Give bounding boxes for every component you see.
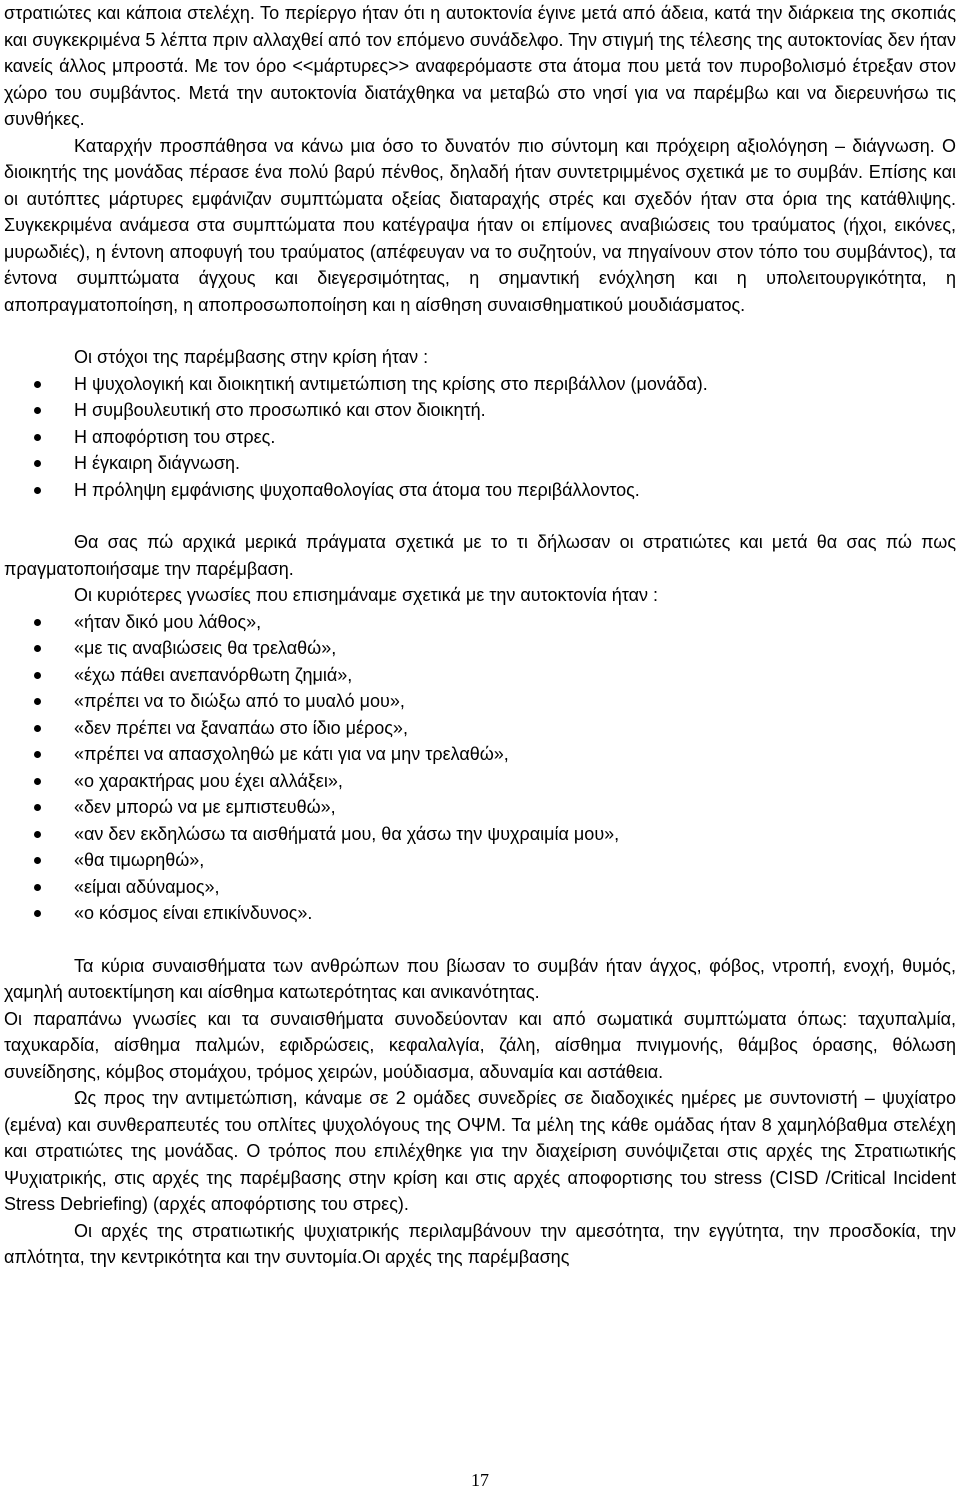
list-item: Η έγκαιρη διάγνωση.: [4, 450, 956, 477]
bullet-icon: [34, 460, 41, 467]
bullet-icon: [34, 619, 41, 626]
bullet-icon: [34, 487, 41, 494]
goals-list: [4, 371, 956, 504]
bullet-icon: [34, 434, 41, 441]
paragraph-intro: Θα σας πώ αρχικά μερικά πράγματα σχετικά με το τι δήλωσαν οι στρατιώτες και μετά θα σας πώ πως πραγματοποιήσαμε την παρέμβαση.: [4, 532, 956, 579]
paragraph-incident: στρατιώτες και κάποια στελέχη. Το περίεργο ήταν ότι η αυτοκτονία έγινε μετά από άδεια, κατά την διάρκεια της σκοπιάς και συγκεκριμένα 5 λέπτα πριν αλλαχθεί από τον επόμενο συνάδελφο. Την στιγμή της τέλεσης της αυτοκτονίας δεν ήταν κανείς άλλος μπροστά. Με τον όρο <<μάρτυρες>> αναφερόμαστε στα άτομα που μετά τον πυροβολισμό έτρεξαν στον χώρο του συμβάντος. Μετά την αυτοκτονία διατάχθηκα να μεταβώ στο νησί για να παρέμβω και να διερευνήσω τις συνθήκες.: [4, 3, 956, 129]
list-item: Η πρόληψη εμφάνισης ψυχοπαθολογίας στα άτομα του περιβάλλοντος.: [4, 477, 956, 504]
bullet-icon: [34, 725, 41, 732]
list-item: «πρέπει να απασχοληθώ με κάτι για να μην τρελαθώ»,: [4, 741, 956, 768]
list-item: «ο χαρακτήρας μου έχει αλλάξει»,: [4, 768, 956, 795]
goals-heading: Οι στόχοι της παρέμβασης στην κρίση ήταν :: [74, 347, 429, 367]
list-item: Η ψυχολογική και διοικητική αντιμετώπιση της κρίσης στο περιβάλλον (μονάδα).: [4, 371, 956, 398]
list-item: Η αποφόρτιση του στρες.: [4, 424, 956, 451]
list-item: «θα τιμωρηθώ»,: [4, 847, 956, 874]
list-item: «αν δεν εκδηλώσω τα αισθήματά μου, θα χάσω την ψυχραιμία μου»,: [4, 821, 956, 848]
paragraph-feelings: Τα κύρια συναισθήματα των ανθρώπων που βίωσαν το συμβάν ήταν άγχος, φόβος, ντροπή, ενοχή, θυμός, χαμηλή αυτοεκτίμηση και αίσθημα κατωτερότητας και ανικανότητας.: [4, 955, 956, 1002]
document-page: [4, 0, 956, 1271]
paragraph-last: Οι αρχές της στρατιωτικής ψυχιατρικής περιλαμβάνουν την αμεσότητα, την εγγύτητα, την προσδοκία, την απλότητα, την κεντρικότητα και την συντομία.Οι αρχές της παρέμβασης: [4, 1220, 956, 1267]
bullet-icon: [34, 672, 41, 679]
list-item: «έχω πάθει ανεπανόρθωτη ζημιά»,: [4, 662, 956, 689]
list-item: «ήταν δικό μου λάθος»,: [4, 609, 956, 636]
spacer: [4, 318, 956, 344]
paragraph-groups: Ως προς την αντιμετώπιση, κάναμε σε 2 ομάδες συνεδρίες σε διαδοχικές ημέρες με συντονιστή – ψυχίατρο (εμένα) και συνθεραπευτές του οπλίτες ψυχολόγους της ΟΨΜ. Τα μέλη της κάθε ομάδας ήταν 8 χαμηλόβαθμα στελέχη και στρατιώτες της μονάδας. Ο τρόπος που επιλέχθηκε για την διαχείριση συνόψιζεται στις αρχές της Στρατιωτικής Ψυχιατρικής, στις αρχές της παρέμβασης στην κρίση και στις αρχές αποφορτισης του stress (CISD /Critical Incident Stress Debriefing) (αρχές αποφόρτισης του στρες).: [4, 1088, 956, 1214]
list-item: «δεν μπορώ να με εμπιστευθώ»,: [4, 794, 956, 821]
spacer: [4, 503, 956, 529]
spacer: [4, 927, 956, 953]
bullet-icon: [34, 884, 41, 891]
bullet-icon: [34, 910, 41, 917]
bullet-icon: [34, 407, 41, 414]
bullet-icon: [34, 778, 41, 785]
bullet-icon: [34, 857, 41, 864]
list-item: Η συμβουλευτική στο προσωπικό και στον διοικητή.: [4, 397, 956, 424]
bullet-icon: [34, 381, 41, 388]
thoughts-list: [4, 609, 956, 927]
list-item: «με τις αναβιώσεις θα τρελαθώ»,: [4, 635, 956, 662]
list-item: «ο κόσμος είναι επικίνδυνος».: [4, 900, 956, 927]
list-item: «πρέπει να το διώξω από το μυαλό μου»,: [4, 688, 956, 715]
bullet-icon: [34, 751, 41, 758]
bullet-icon: [34, 645, 41, 652]
paragraph-somatic: Οι παραπάνω γνωσίες και τα συναισθήματα συνοδεύονταν και από σωματικά συμπτώματα όπως: ταχυπαλμία, ταχυκαρδία, αίσθημα παλμών, εφιδρώσεις, κεφαλαλγία, ζάλη, αίσθημα πνιγμονής, θάμβος όρασης, θόλωση συνείδησης, κόμβος στομάχου, τρόμος χειρών, μούδιασμα, αδυναμία και αστάθεια.: [4, 1008, 956, 1082]
page-number: 17: [471, 1470, 489, 1490]
list-item: «δεν πρέπει να ξαναπάω στο ίδιο μέρος»,: [4, 715, 956, 742]
bullet-icon: [34, 831, 41, 838]
bullet-icon: [34, 804, 41, 811]
paragraph-assessment: Καταρχήν προσπάθησα να κάνω μια όσο το δυνατόν πιο σύντομη και πρόχειρη αξιολόγηση – διάγνωση. Ο διοικητής της μονάδας πέρασε ένα πολύ βαρύ πένθος, δηλαδή ήταν συντετριμμένος σχετικά με το συμβάν. Επίσης και οι αυτόπτες μάρτυρες εμφάνιζαν συμπτώματα οξείας διαταραχής στρές και σχεδόν ήταν στα όρια της κατάθλιψης. Συγκεκριμένα ανάμεσα στα συμπτώματα που κατέγραψα ήταν οι επίμονες αναβιώσεις του τραύματος (ήχοι, εικόνες, μυρωδιές), η έντονη αποφυγή του τραύματος (απέφευγαν να το συζητούν, να πηγαίνουν στον τόπο του συμβάντος), τα έντονα συμπτώματα άγχους και διεγερσιμότητας, η σημαντική ενόχληση και η υπολειτουργικότητα, η αποπραγματοποίηση, η αποπροσωποποίηση και η αίσθηση συναισθηματικού μουδιάσματος.: [4, 135, 956, 315]
list-item: «είμαι αδύναμος»,: [4, 874, 956, 901]
bullet-icon: [34, 698, 41, 705]
thoughts-heading: Οι κυριότερες γνωσίες που επισημάναμε σχετικά με την αυτοκτονία ήταν :: [74, 585, 658, 605]
